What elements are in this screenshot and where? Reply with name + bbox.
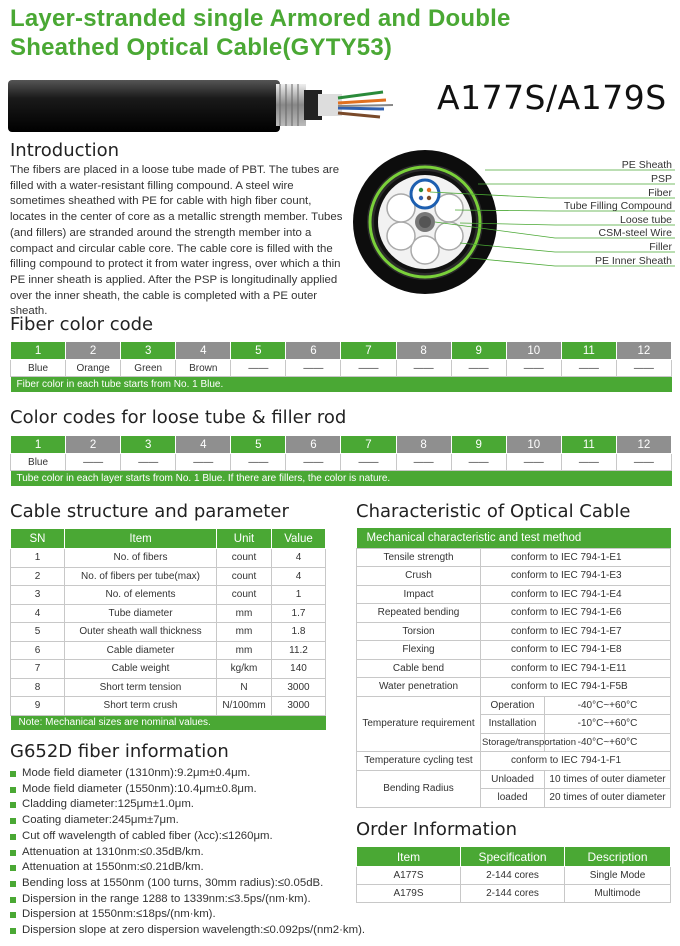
cell: Temperature cycling test: [357, 752, 481, 771]
table-row: [11, 641, 326, 660]
cell: Short term tension: [65, 678, 217, 697]
tube-num: 7: [341, 436, 396, 454]
cell: Storage/transportation: [481, 733, 545, 752]
table-row: [11, 549, 326, 568]
cell: A179S: [357, 885, 461, 903]
cell: Tube diameter: [65, 604, 217, 623]
tube-color: ——: [561, 454, 616, 471]
tube-num: 10: [506, 436, 561, 454]
fiber-color: ——: [451, 360, 506, 377]
cell: kg/km: [217, 660, 272, 679]
cell: Single Mode: [565, 867, 671, 885]
cell: Outer sheath wall thickness: [65, 623, 217, 642]
cell: conform to IEC 794-1-F5B: [481, 678, 671, 697]
cell: Operation: [481, 696, 545, 715]
tube-color: ——: [286, 454, 341, 471]
characteristic-table-title: Mechanical characteristic and test method: [357, 528, 671, 548]
cell: N/100mm: [217, 697, 272, 716]
bend-label: Bending Radius: [357, 770, 481, 807]
table-row: [357, 641, 671, 660]
col-item: Item: [357, 847, 461, 867]
list-item: Attenuation at 1310nm:≤0.35dB/km.: [8, 845, 348, 861]
cell: -10°C~+60°C: [545, 715, 671, 734]
cell: Cable diameter: [65, 641, 217, 660]
cell: loaded: [481, 789, 545, 808]
cell: 1.7: [272, 604, 326, 623]
cell: 2-144 cores: [461, 867, 565, 885]
col-item: Item: [65, 529, 217, 549]
fiber-num: 8: [396, 342, 451, 360]
tube-color: ——: [341, 454, 396, 471]
list-item: Dispersion at 1550nm:≤18ps/(nm·km).: [8, 907, 348, 923]
intro-text: The fibers are placed in a loose tube made of PBT. The tubes are filled with a water-resistant filling compound. A steel wire sometimes sheathed with PE for cable with high fiber count, locates in the center of core as a metallic strength member. Tubes (and fillers) are stranded around the strength member into a compact and circular cable core. The cable core is filled with the filling compound to protect it from water ingress, over which a thin PE inner sheath is applied. After the PSP is longitudinally applied over the inner sheath, the cable is completed with a PE outer sheath.: [10, 164, 343, 318]
tube-color: ——: [66, 454, 121, 471]
fiber-color-table: [10, 341, 672, 392]
fiber-color: ——: [341, 360, 396, 377]
order-heading: Order Information: [356, 819, 518, 840]
fiber-color: ——: [616, 360, 671, 377]
temp-label: Temperature requirement: [357, 696, 481, 752]
fiber-color: ——: [396, 360, 451, 377]
cell: 10 times of outer diameter: [545, 770, 671, 789]
cell: Impact: [357, 585, 481, 604]
tube-num: 2: [66, 436, 121, 454]
col-description: Description: [565, 847, 671, 867]
cell: 1: [272, 586, 326, 605]
col-unit: Unit: [217, 529, 272, 549]
cell: Cable bend: [357, 659, 481, 678]
table-row: [11, 697, 326, 716]
table-row: [357, 604, 671, 623]
tube-num: 6: [286, 436, 341, 454]
fiber-color: ——: [506, 360, 561, 377]
title-line-1: Layer-stranded single Armored and Double: [10, 5, 511, 32]
table-row: [11, 660, 326, 679]
fiber-color: ——: [561, 360, 616, 377]
cell: 8: [11, 678, 65, 697]
cell: count: [217, 567, 272, 586]
table-row: [357, 567, 671, 586]
cell: 2: [11, 567, 65, 586]
label-loose-tube: Loose tube: [620, 214, 672, 226]
fiber-num: 7: [341, 342, 396, 360]
cell: Unloaded: [481, 770, 545, 789]
structure-note: Note: Mechanical sizes are nominal values.: [11, 715, 326, 730]
title-line-2: Sheathed Optical Cable(GYTY53): [10, 34, 393, 61]
cell: 9: [11, 697, 65, 716]
tube-color-note: Tube color in each layer starts from No. 1 Blue. If there are fillers, the color is nature.: [11, 471, 672, 486]
tube-num: 9: [451, 436, 506, 454]
table-row: [11, 623, 326, 642]
cell: count: [217, 549, 272, 568]
g652-list: [8, 766, 366, 939]
cell: No. of elements: [65, 586, 217, 605]
table-row: [357, 585, 671, 604]
tube-color: ——: [616, 454, 671, 471]
cell: conform to IEC 794-1-F1: [481, 752, 671, 771]
table-row: [357, 770, 671, 789]
label-pe-inner-sheath: PE Inner Sheath: [594, 255, 672, 267]
table-row: [357, 678, 671, 697]
list-item: Coating diameter:245μm±7μm.: [8, 813, 348, 829]
tube-color: ——: [396, 454, 451, 471]
cell: mm: [217, 641, 272, 660]
label-csm-steel-wire: CSM-steel Wire: [598, 227, 672, 239]
list-item: Attenuation at 1550nm:≤0.21dB/km.: [8, 860, 348, 876]
structure-heading: Cable structure and parameter: [10, 501, 289, 522]
fiber-color: Orange: [66, 360, 121, 377]
tube-color: ——: [231, 454, 286, 471]
cell: conform to IEC 794-1-E6: [481, 604, 671, 623]
fiber-num: 11: [561, 342, 616, 360]
label-filler: Filler: [649, 241, 672, 253]
cell: 11.2: [272, 641, 326, 660]
fiber-num: 10: [506, 342, 561, 360]
col-specification: Specification: [461, 847, 565, 867]
table-row: [357, 885, 671, 903]
cell: 6: [11, 641, 65, 660]
cell: 3000: [272, 678, 326, 697]
table-row: [357, 622, 671, 641]
table-row: [357, 659, 671, 678]
cell: 1: [11, 549, 65, 568]
characteristic-table: [356, 528, 671, 808]
cell: N: [217, 678, 272, 697]
tube-num: 1: [11, 436, 66, 454]
cell: No. of fibers per tube(max): [65, 567, 217, 586]
tube-num: 3: [121, 436, 176, 454]
col-sn: SN: [11, 529, 65, 549]
fiber-num: 12: [616, 342, 671, 360]
fiber-num: 4: [176, 342, 231, 360]
cell: Water penetration: [357, 678, 481, 697]
table-row: [11, 567, 326, 586]
cell: 2-144 cores: [461, 885, 565, 903]
cell: 3: [11, 586, 65, 605]
table-row: [357, 696, 671, 715]
cell: mm: [217, 604, 272, 623]
tube-color: Blue: [11, 454, 66, 471]
tube-color-heading: Color codes for loose tube & filler rod: [10, 407, 347, 428]
fiber-color-note: Fiber color in each tube starts from No. 1 Blue.: [11, 377, 672, 392]
cell: -40°C~+60°C: [545, 696, 671, 715]
g652-heading: G652D fiber information: [10, 741, 229, 762]
cell: conform to IEC 794-1-E7: [481, 622, 671, 641]
fiber-num: 5: [231, 342, 286, 360]
cell: conform to IEC 794-1-E11: [481, 659, 671, 678]
cell: A177S: [357, 867, 461, 885]
tube-color: ——: [451, 454, 506, 471]
col-value: Value: [272, 529, 326, 549]
list-item: Dispersion slope at zero dispersion wavelength:≤0.092ps/(nm2·km).: [8, 923, 348, 939]
fiber-num: 3: [121, 342, 176, 360]
cell: Cable weight: [65, 660, 217, 679]
tube-color: ——: [121, 454, 176, 471]
fiber-color-heading: Fiber color code: [10, 314, 154, 335]
tube-num: 5: [231, 436, 286, 454]
cell: Repeated bending: [357, 604, 481, 623]
list-item: Cut off wavelength of cabled fiber (λcc):≤1260μm.: [8, 829, 348, 845]
list-item: Mode field diameter (1550nm):10.4μm±0.8μm.: [8, 782, 348, 798]
cell: 3000: [272, 697, 326, 716]
cell: mm: [217, 623, 272, 642]
tube-color-table: [10, 435, 672, 486]
cell: count: [217, 586, 272, 605]
list-item: Mode field diameter (1310nm):9.2μm±0.4μm.: [8, 766, 348, 782]
cable-photo: [8, 78, 428, 138]
fiber-color: Blue: [11, 360, 66, 377]
tube-num: 12: [616, 436, 671, 454]
table-row: [357, 548, 671, 567]
cell: conform to IEC 794-1-E1: [481, 548, 671, 567]
cell: -40°C~+60°C: [545, 733, 671, 752]
cell: Crush: [357, 567, 481, 586]
tube-num: 4: [176, 436, 231, 454]
fiber-color: ——: [231, 360, 286, 377]
page-title: [10, 4, 550, 62]
table-row: [11, 604, 326, 623]
fiber-color: ——: [286, 360, 341, 377]
cell: 7: [11, 660, 65, 679]
table-row: [11, 678, 326, 697]
tube-num: 11: [561, 436, 616, 454]
cell: Installation: [481, 715, 545, 734]
intro-heading: Introduction: [10, 140, 120, 161]
table-row: [357, 752, 671, 771]
cell: Multimode: [565, 885, 671, 903]
order-table: [356, 846, 671, 903]
cell: conform to IEC 794-1-E3: [481, 567, 671, 586]
cross-section-diagram: [350, 148, 680, 296]
fiber-num: 1: [11, 342, 66, 360]
cell: conform to IEC 794-1-E8: [481, 641, 671, 660]
fiber-color: Green: [121, 360, 176, 377]
cell: 20 times of outer diameter: [545, 789, 671, 808]
label-tube-filling: Tube Filling Compound: [563, 200, 672, 212]
cell: Torsion: [357, 622, 481, 641]
cell: 1.8: [272, 623, 326, 642]
label-psp: PSP: [650, 173, 672, 185]
characteristic-heading: Characteristic of Optical Cable: [356, 501, 631, 522]
table-row: [11, 586, 326, 605]
tube-num: 8: [396, 436, 451, 454]
fiber-num: 9: [451, 342, 506, 360]
fiber-num: 2: [66, 342, 121, 360]
fiber-num: 6: [286, 342, 341, 360]
list-item: Cladding diameter:125μm±1.0μm.: [8, 797, 348, 813]
list-item: Dispersion in the range 1288 to 1339nm:≤3.5ps/(nm·km).: [8, 892, 348, 908]
cell: 140: [272, 660, 326, 679]
cell: No. of fibers: [65, 549, 217, 568]
cell: Tensile strength: [357, 548, 481, 567]
label-fiber: Fiber: [648, 187, 672, 199]
fiber-color: Brown: [176, 360, 231, 377]
structure-table: [10, 528, 326, 730]
list-item: Bending loss at 1550nm (100 turns, 30mm radius):≤0.05dB.: [8, 876, 348, 892]
cell: 4: [272, 549, 326, 568]
cell: conform to IEC 794-1-E4: [481, 585, 671, 604]
tube-color: ——: [176, 454, 231, 471]
tube-color: ——: [506, 454, 561, 471]
table-row: [357, 867, 671, 885]
cell: Flexing: [357, 641, 481, 660]
cell: 5: [11, 623, 65, 642]
label-pe-sheath: PE Sheath: [621, 159, 672, 171]
cell: 4: [272, 567, 326, 586]
cell: Short term crush: [65, 697, 217, 716]
model-number: A177S/A179S: [437, 78, 667, 117]
cell: 4: [11, 604, 65, 623]
